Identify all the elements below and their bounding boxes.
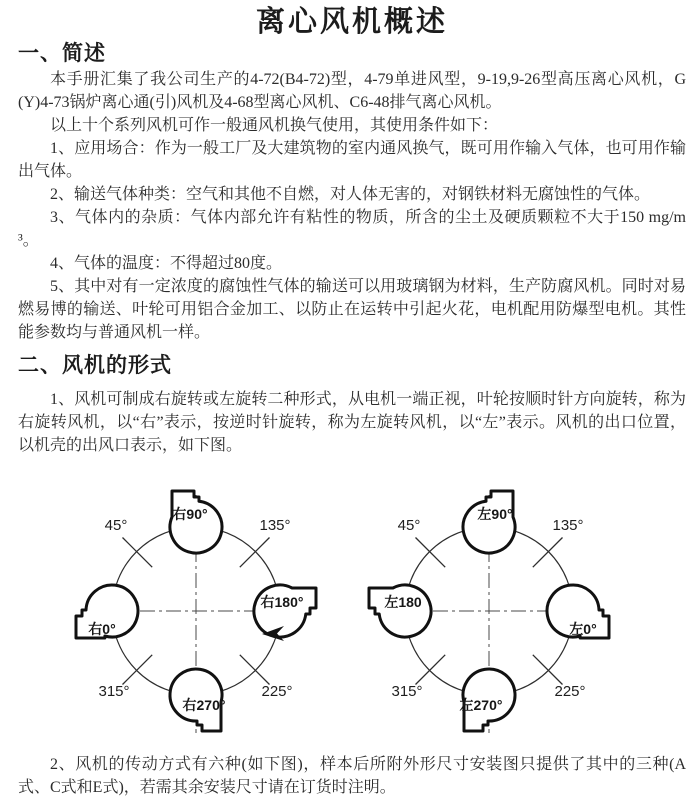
fan-label-left-90: 左90° [477, 506, 513, 522]
fan-angle-diagrams [18, 463, 686, 753]
condition-item-1: 1、应用场合：作为一般工厂及大建筑物的室内通风换气，既可用作输入气体，也可用作输出气体。 [18, 140, 686, 180]
right-rotation-diagram [72, 479, 320, 743]
section1-note: 以上十个系列风机可作一般通风机换气使用，其使用条件如下： [50, 117, 499, 134]
fan-left-270 [460, 669, 516, 731]
angle-label-135: 135° [259, 517, 291, 534]
section2-heading: 二、风机的形式 [18, 354, 172, 377]
fan-label-right-180: 右180° [260, 594, 304, 610]
angle-label-315: 315° [98, 683, 130, 700]
angle-label-225: 225° [261, 683, 293, 700]
fan-label-left-0: 左0° [569, 621, 597, 637]
section2-para1: 1、风机可制成右旋转或左旋转二种形式，从电机一端正视，叶轮按顺时针方向旋转，称为右旋转风机，以“右”表示，按逆时针旋转，称为左旋转风机，以“左”表示。风机的出口位置，以机壳的出风口表示，如下图。 [18, 391, 686, 454]
angle-label-135: 135° [552, 517, 584, 534]
fan-left-90 [463, 491, 515, 553]
left-rotation-diagram [365, 479, 613, 743]
angle-label-315: 315° [391, 683, 423, 700]
fan-label-right-90: 右90° [172, 506, 208, 522]
fan-label-left-180: 左180 [384, 594, 422, 610]
condition-item-5: 5、其中对有一定浓度的腐蚀性气体的输送可以用玻璃钢为材料，生产防腐风机。同时对易燃易博的输送、叶轮可用铝合金加工、以防止在运转中引起火花，电机配用防爆型电机。其性能参数均与普通风机一样。 [18, 278, 686, 341]
section1-intro: 本手册汇集了我公司生产的4-72(B4-72)型，4-79单进风型，9-19,9-26型高压离心风机，G(Y)4-73锅炉离心通(引)风机及4-68型离心风机、C6-48排气离心风机。 [18, 71, 686, 111]
fan-label-right-0: 右0° [88, 621, 116, 637]
fan-right-270 [170, 669, 226, 731]
fan-left-180 [369, 585, 431, 637]
fan-right-180 [254, 585, 316, 637]
angle-label-45: 45° [104, 517, 128, 534]
condition-item-4: 4、气体的温度：不得超过80度。 [50, 255, 283, 272]
angle-label-45: 45° [397, 517, 421, 534]
condition-item-3: 3、气体内的杂质：气体内部允许有粘性的物质，所含的尘土及硬质颗粒不大于150 mg/m³。 [18, 209, 686, 249]
fan-label-right-270: 右270° [182, 697, 226, 713]
fan-left-0 [547, 585, 609, 638]
angle-label-225: 225° [554, 683, 586, 700]
section2-para2: 2、风机的传动方式有六种(如下图)，样本后所附外形尺寸安装图只提供了其中的三种(A式、C式和E式)，若需其余安装尺寸请在订货时注明。 [18, 756, 686, 796]
page-title: 离心风机概述 [255, 6, 448, 38]
fan-right-90 [170, 491, 222, 553]
fan-label-left-270: 左270° [459, 697, 503, 713]
section1-heading: 一、简述 [18, 42, 106, 65]
fan-right-0 [76, 585, 138, 638]
condition-item-2: 2、输送气体种类：空气和其他不自燃，对人体无害的，对钢铁材料无腐蚀性的气体。 [50, 186, 651, 203]
